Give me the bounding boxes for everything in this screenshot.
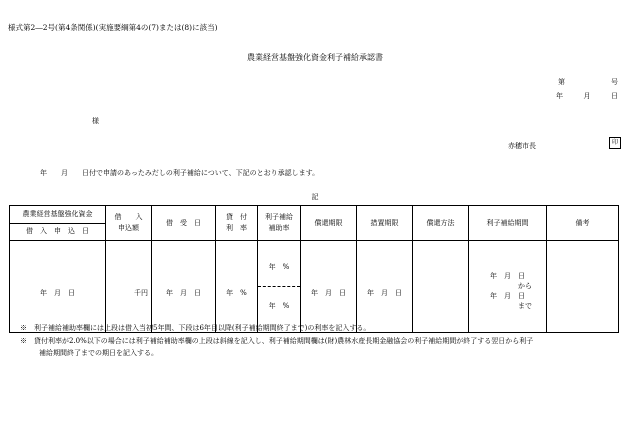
number-suffix: 号 <box>611 78 618 86</box>
cell-repay-method[interactable] <box>413 241 469 333</box>
document-number <box>558 77 618 87</box>
issue-date <box>556 91 618 101</box>
header-grace-period: 措置期限 <box>357 206 413 241</box>
header-repay-method: 償還方法 <box>413 206 469 241</box>
period-to: 年 月 日 <box>490 291 525 300</box>
addressee-honorific: 様 <box>92 117 99 125</box>
approval-text: 年 月 日付で申請のあったみだしの利子補給について、下記のとおり承認します。 <box>40 169 320 177</box>
header-subsidy-rate: 利子補給 補助率 <box>258 206 301 241</box>
form-number: 様式第2―2号(第4条関係)(実施要綱第4の(7)または(8)に該当) <box>8 23 218 32</box>
header-fund <box>10 206 106 241</box>
record-heading: 記 <box>311 193 319 201</box>
number-label: 第 <box>558 78 565 86</box>
cell-subsidy-rate-upper[interactable]: 年 % <box>258 248 300 287</box>
header-fund-bottom: 借 入 申 込 日 <box>26 227 89 236</box>
document-title: 農業経営基盤強化資金利子補給承認書 <box>247 53 383 62</box>
cell-subsidy-rate-lower[interactable]: 年 % <box>268 301 290 310</box>
header-subsidy-period: 利子補給期間 <box>469 206 547 241</box>
header-fund-top: 農業経営基盤強化資金 <box>10 206 105 224</box>
note-3: 補給期間終了までの期日を記入する。 <box>39 349 158 357</box>
header-remarks: 備考 <box>547 206 619 241</box>
issuer-name: 赤穂市長 <box>508 142 536 150</box>
date-day: 日 <box>611 92 618 100</box>
cell-loan-rate[interactable]: 年 % <box>216 241 258 333</box>
cell-remarks[interactable] <box>547 241 619 333</box>
table-row <box>10 241 619 333</box>
date-year: 年 <box>556 92 563 100</box>
cell-apply-date[interactable]: 年 月 日 <box>10 241 106 333</box>
note-1: ※ 利子補給補助率欄には上段は借入当初5年間、下段は6年目以降(利子補給期間終了まで)の利率を記入する。 <box>20 324 371 332</box>
subsidy-table <box>9 205 619 333</box>
cell-subsidy-rate[interactable] <box>258 241 301 333</box>
cell-borrow-date[interactable]: 年 月 日 <box>152 241 216 333</box>
header-borrow-date: 借 受 日 <box>152 206 216 241</box>
note-2: ※ 貸付利率が2.0%以下の場合には利子補給補助率欄の上段は斜線を記入し、利子補給期間欄は(財)農林水産長期金融協会の利子補給期間が終了する翌日から利子 <box>20 337 534 345</box>
period-kara: から <box>518 281 532 290</box>
header-borrow-amount: 借 入 申込額 <box>106 206 152 241</box>
seal-mark: 印 <box>609 137 621 149</box>
cell-subsidy-period[interactable] <box>469 241 547 333</box>
header-loan-rate: 貸 付 利 率 <box>216 206 258 241</box>
date-month: 月 <box>583 92 591 100</box>
period-made: まで <box>518 301 532 310</box>
table-header-row <box>10 206 619 241</box>
cell-grace-period[interactable]: 年 月 日 <box>357 241 413 333</box>
period-from: 年 月 日 <box>490 271 525 280</box>
cell-repay-period[interactable]: 年 月 日 <box>301 241 357 333</box>
header-repay-period: 償還期限 <box>301 206 357 241</box>
cell-amount[interactable]: 千円 <box>106 241 152 333</box>
